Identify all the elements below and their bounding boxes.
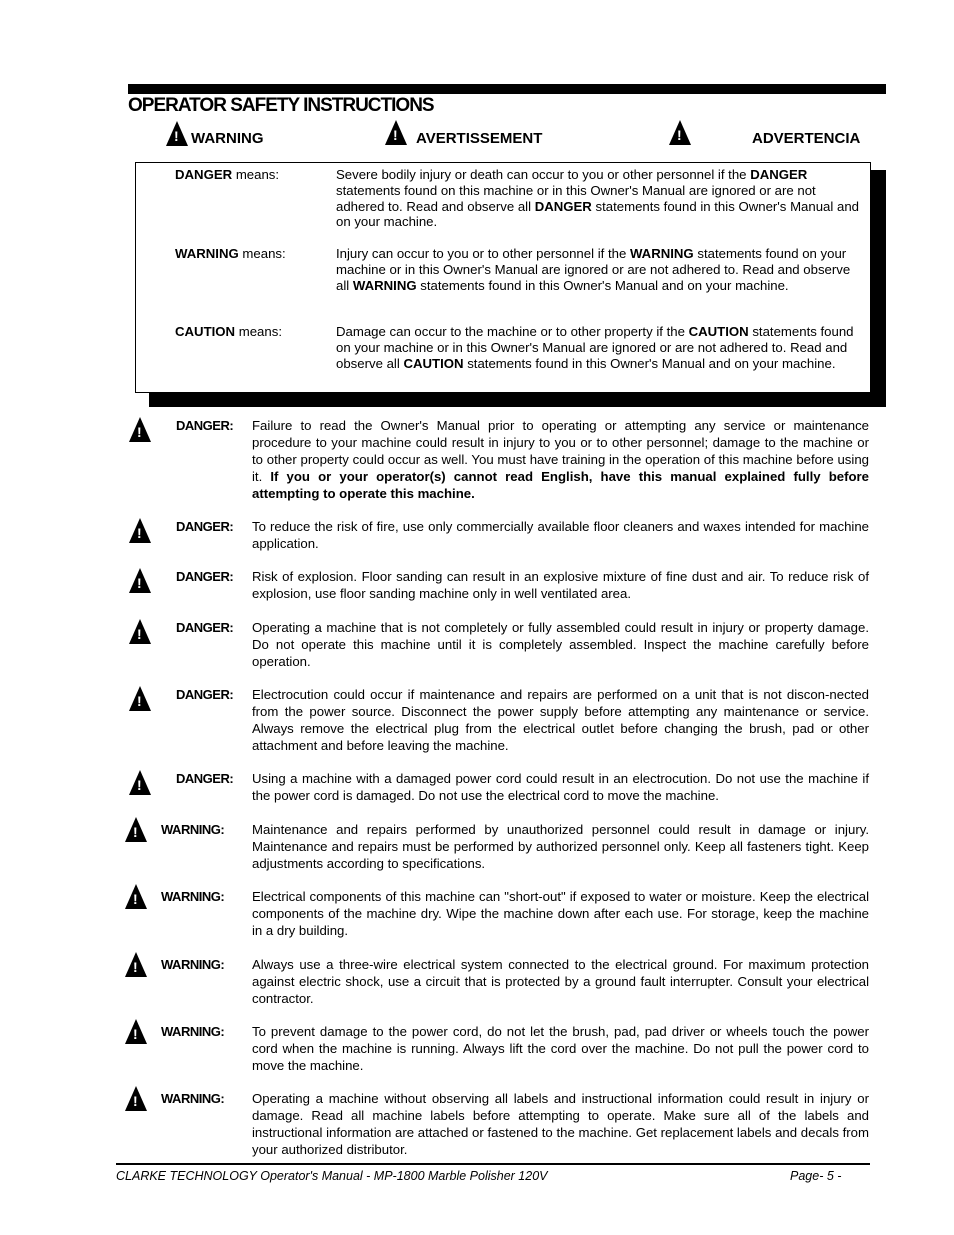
footer-rule xyxy=(116,1163,870,1165)
item-text: Operating a machine without observing all labels and instructional information could result in injury or damage. Read all machine labels before attempting to operate. Make sure all of the labels and instructional information are attached or fastened to the machine. Get replacement labels and decals from your authorized distributor. xyxy=(252,1091,869,1157)
warning-triangle-icon xyxy=(125,1019,147,1044)
def-term-warning: WARNING means: xyxy=(175,246,286,261)
danger-label: DANGER: xyxy=(176,569,234,584)
warning-triangle-icon xyxy=(125,817,147,842)
warning-triangle-icon xyxy=(129,619,151,644)
page-title: OPERATOR SAFETY INSTRUCTIONS xyxy=(128,95,434,116)
item-text: Electrical components of this machine can "short-out" if exposed to water or moisture. Keep the electrical components of the machine dry. Wipe the machine down after each use. For storage, keep the machine in a dry building. xyxy=(252,889,869,938)
definition-box xyxy=(135,162,871,393)
header-warning: WARNING xyxy=(191,130,264,147)
danger-label: DANGER: xyxy=(176,687,234,702)
item-text: Operating a machine that is not completely or fully assembled could result in injury or property damage. Do not operate this machine until it is completely assembled. Inspect the machine carefully before operation. xyxy=(252,620,869,669)
warning-triangle-icon xyxy=(125,884,147,909)
footer-title: CLARKE TECHNOLOGY Operator's Manual - MP-1800 Marble Polisher 120V xyxy=(116,1169,548,1183)
def-desc-caution: Damage can occur to the machine or to other property if the CAUTION statements found on your machine or in this Owner's Manual are ignored or are not adhered to. Read and observe all CAUTION statements found in this Owner's Manual and on your machine. xyxy=(336,324,854,371)
danger-label: DANGER: xyxy=(176,620,234,635)
item-text: Always use a three-wire electrical system connected to the electrical ground. For maximum protection against electric shock, use a circuit that is protected by a ground fault interrupter. Consult your electrical contractor. xyxy=(252,957,869,1006)
warning-label: WARNING: xyxy=(161,822,225,837)
warning-triangle-icon xyxy=(166,121,188,146)
def-term-caution: CAUTION means: xyxy=(175,324,282,339)
item-text: Maintenance and repairs performed by unauthorized personnel could result in damage or injury. Maintenance and repairs must be performed by authorized personnel only. Keep all fasteners tight. Keep adjustments according to specifications. xyxy=(252,822,869,871)
def-desc-danger: Severe bodily injury or death can occur to you or other personnel if the DANGER statements found on this machine or in this Owner's Manual are ignored or are not adhered to. Read and observe all DANGER statements found in this Owner's Manual and on your machine. xyxy=(336,167,859,230)
header-advertencia: ADVERTENCIA xyxy=(752,130,861,147)
warning-label: WARNING: xyxy=(161,1024,225,1039)
item-text: To prevent damage to the power cord, do not let the brush, pad, pad driver or wheels touch the power cord when the machine is running. Always lift the cord over the machine. Do not pull the power cord to move the machine. xyxy=(252,1024,869,1073)
header-avertissement: AVERTISSEMENT xyxy=(416,130,543,147)
warning-triangle-icon xyxy=(129,518,151,543)
item-text: Electrocution could occur if maintenance and repairs are performed on a unit that is not discon-nected from the power source. Disconnect the power supply before attempting any maintenance or service. Always remove the electrical plug from the electrical outlet before changing the brush, pad or other attachment and before leaving the machine. xyxy=(252,687,869,753)
header-rule xyxy=(128,84,886,94)
item-text: Failure to read the Owner's Manual prior to operating or attempting any service or maintenance procedure to your machine could result in injury to you or to other personnel; damage to the machine or to other property could occur as well. You must have training in the operation of this machine before using it. If you or your operator(s) cannot read English, have this manual explained fully before attempting to operate this machine. xyxy=(252,418,869,501)
warning-triangle-icon xyxy=(669,120,691,145)
warning-triangle-icon xyxy=(385,120,407,145)
item-text: To reduce the risk of fire, use only commercially available floor cleaners and waxes intended for machine application. xyxy=(252,519,869,551)
warning-label: WARNING: xyxy=(161,957,225,972)
item-text: Using a machine with a damaged power cord could result in an electrocution. Do not use the machine if the power cord is damaged. Do not use the electrical cord to move the machine. xyxy=(252,771,869,803)
warning-triangle-icon xyxy=(125,1086,147,1111)
warning-triangle-icon xyxy=(129,417,151,442)
warning-triangle-icon xyxy=(129,770,151,795)
warning-triangle-icon xyxy=(129,686,151,711)
warning-triangle-icon xyxy=(129,568,151,593)
danger-label: DANGER: xyxy=(176,519,234,534)
warning-triangle-icon xyxy=(125,952,147,977)
warning-label: WARNING: xyxy=(161,889,225,904)
danger-label: DANGER: xyxy=(176,771,234,786)
footer-page-number: Page- 5 - xyxy=(790,1169,842,1183)
def-term-danger: DANGER means: xyxy=(175,167,280,182)
def-desc-warning: Injury can occur to you or to other personnel if the WARNING statements found on your machine or in this Owner's Manual are ignored or are not adhered to. Read and observe all WARNING statements found in this Owner's Manual and on your machine. xyxy=(336,246,851,293)
item-text: Risk of explosion. Floor sanding can result in an explosive mixture of fine dust and air. To reduce risk of explosion, use floor sanding machine only in well ventilated area. xyxy=(252,569,869,601)
warning-label: WARNING: xyxy=(161,1091,225,1106)
danger-label: DANGER: xyxy=(176,418,234,433)
